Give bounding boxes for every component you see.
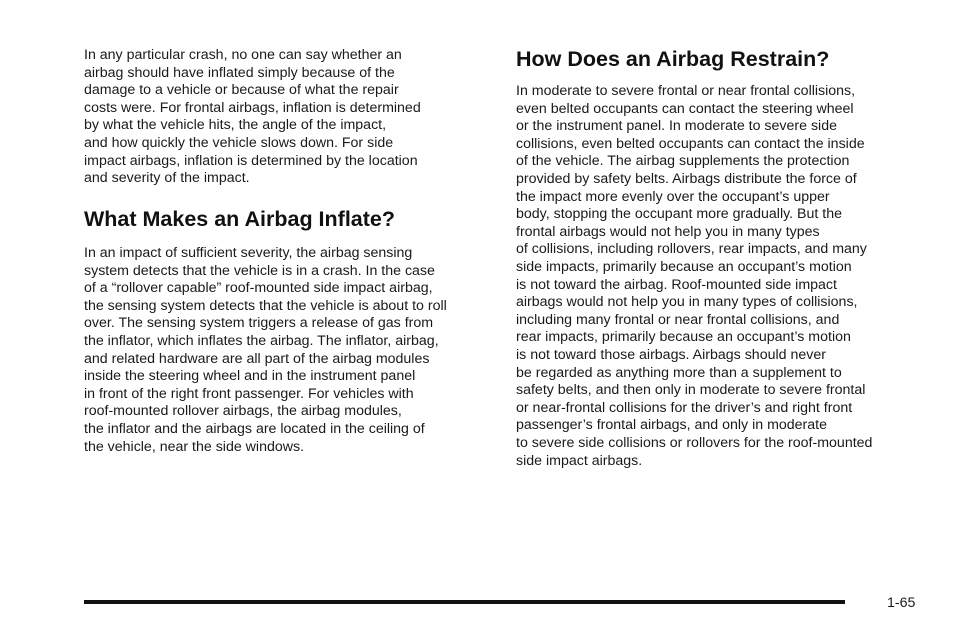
inflate-line: over. The sensing system triggers a release of gas from xyxy=(84,315,434,332)
restrain-line: frontal airbags would not help you in many types xyxy=(516,223,820,240)
intro-line: and how quickly the vehicle slows down. For side xyxy=(84,135,394,151)
restrain-line: or the instrument panel. In moderate to severe side xyxy=(516,118,837,135)
section-heading-inflate: What Makes an Airbag Inflate? xyxy=(84,207,396,231)
restrain-line: or near-frontal collisions for the driver’s and right front xyxy=(516,399,853,416)
page-number: 1-65 xyxy=(887,595,916,611)
inflate-line: In an impact of sufficient severity, the airbag sensing xyxy=(84,245,413,261)
restrain-line: safety belts, and then only in moderate to severe frontal xyxy=(516,382,866,399)
restrain-line: rear impacts, primarily because an occupant’s motion xyxy=(516,329,851,346)
restrain-line: of the vehicle. The airbag supplements the protection xyxy=(516,153,850,170)
intro-line: airbag should have inflated simply because of the xyxy=(84,64,395,81)
restrain-line: collisions, even belted occupants can contact the inside xyxy=(516,135,865,152)
restrain-line: provided by safety belts. Airbags distribute the force of xyxy=(516,171,857,187)
intro-line: In any particular crash, no one can say whether an xyxy=(84,47,402,63)
restrain-line: including many frontal or near frontal collisions, and xyxy=(516,311,840,328)
inflate-line: the inflator and the airbags are located in the ceiling of xyxy=(84,421,425,437)
footer-rule xyxy=(84,600,845,604)
restrain-line: body, stopping the occupant more gradually. But the xyxy=(516,206,842,223)
inflate-line: the vehicle, near the side windows. xyxy=(84,438,305,455)
section-heading-restrain: How Does an Airbag Restrain? xyxy=(516,47,830,71)
inflate-line: in front of the right front passenger. For vehicles with xyxy=(84,385,414,402)
inflate-line: inside the steering wheel and in the instrument panel xyxy=(84,368,416,385)
restrain-line: side impacts, primarily because an occupant’s motion xyxy=(516,259,852,275)
intro-line: by what the vehicle hits, the angle of the impact, xyxy=(84,117,387,134)
restrain-line: even belted occupants can contact the steering wheel xyxy=(516,100,854,117)
inflate-line: roof-mounted rollover airbags, the airbag modules, xyxy=(84,403,402,420)
restrain-line: is not toward those airbags. Airbags should never xyxy=(516,347,826,363)
restrain-line: airbags would not help you in many types of collisions, xyxy=(516,294,858,311)
restrain-line: is not toward the airbag. Roof-mounted side impact xyxy=(516,276,837,293)
restrain-line: to severe side collisions or rollovers for the roof-mounted xyxy=(516,435,873,451)
intro-line: costs were. For frontal airbags, inflation is determined xyxy=(84,99,421,116)
intro-line: damage to a vehicle or because of what the repair xyxy=(84,82,399,99)
restrain-line: In moderate to severe frontal or near frontal collisions, xyxy=(516,83,856,99)
restrain-line: of collisions, including rollovers, rear impacts, and many xyxy=(516,241,867,258)
inflate-line: the inflator, which inflates the airbag. The inflator, airbag, xyxy=(84,333,439,349)
restrain-line: be regarded as anything more than a supplement to xyxy=(516,364,842,381)
restrain-line: side impact airbags. xyxy=(516,452,643,469)
restrain-line: passenger’s frontal airbags, and only in moderate xyxy=(516,417,828,434)
inflate-line: and related hardware are all part of the airbag modules xyxy=(84,350,430,367)
intro-line: impact airbags, inflation is determined by the location xyxy=(84,152,418,169)
intro-line: and severity of the impact. xyxy=(84,170,250,187)
restrain-line: the impact more evenly over the occupant’s upper xyxy=(516,188,830,205)
inflate-line: the sensing system detects that the vehicle is about to roll xyxy=(84,297,447,314)
inflate-line: system detects that the vehicle is in a crash. In the case xyxy=(84,262,435,279)
inflate-line: of a “rollover capable” roof-mounted side impact airbag, xyxy=(84,280,433,297)
